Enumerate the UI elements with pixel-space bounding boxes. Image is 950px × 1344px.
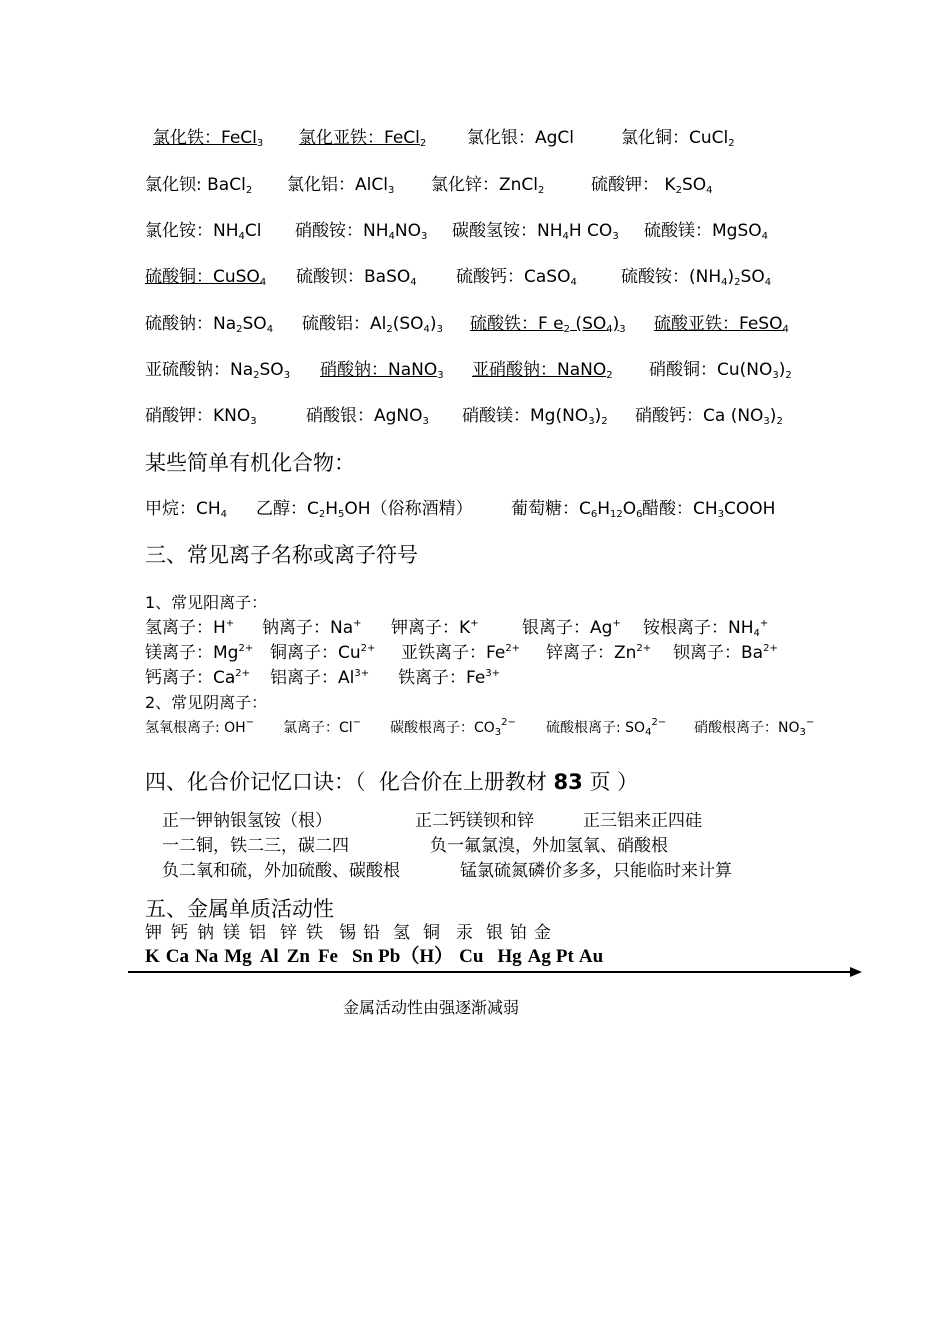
compound-row-6 xyxy=(145,359,792,381)
compound xyxy=(649,359,792,381)
compound-row-2 xyxy=(145,174,712,196)
compound xyxy=(153,127,299,149)
metal-symbol: Mg xyxy=(224,946,252,967)
compound xyxy=(295,220,452,242)
formula-text: 硝酸钾：$KNO_3$ xyxy=(145,406,257,427)
metal-name: 钾 xyxy=(145,923,162,943)
cation xyxy=(398,667,500,689)
formula-text: 硝酸铵：$NH_4NO_3$ xyxy=(295,221,428,242)
formula-text: 硝酸铜：$Cu(NO_3)_2$ xyxy=(649,360,792,381)
compound-row-3 xyxy=(145,220,768,242)
cation xyxy=(270,667,398,689)
formula-text: 锌离子：$Zn^{2+}$ xyxy=(546,643,652,663)
compound xyxy=(462,405,635,427)
compound xyxy=(145,266,296,288)
formula-text: 硝酸镁：$Mg(NO_3)_2$ xyxy=(462,406,608,427)
formula-text: 氯化锌：ZnCl$_2$ xyxy=(431,175,545,196)
formula-text: 硝酸钙：Ca $(NO_3)_2$ xyxy=(635,406,783,427)
compound xyxy=(306,405,462,427)
formula-text: 硫酸钡：BaSO$_4$ xyxy=(296,267,417,288)
formula-text: 硫酸铁：F $e_2$ $(SO_4)_3$ xyxy=(470,314,626,335)
metal-symbol: Ca xyxy=(165,946,190,967)
formula-text: 硝酸根离子：$NO_3^-$ xyxy=(694,717,815,738)
metal-name: 钠 xyxy=(197,923,214,943)
compound xyxy=(472,359,649,381)
compound xyxy=(145,405,306,427)
anion xyxy=(390,718,546,738)
metal-symbol: Cu xyxy=(459,946,484,967)
cation xyxy=(522,617,643,639)
metal-symbol: Au xyxy=(578,946,604,967)
cation xyxy=(270,642,401,664)
formula-text: 亚硝酸钠：NaNO$_2$ xyxy=(472,360,613,381)
compound xyxy=(145,313,302,335)
mnemonic-phrase: 正三铝来正四硅 xyxy=(583,811,702,831)
formula-text: 氯离子：Cl− xyxy=(283,717,362,736)
compound xyxy=(644,220,768,242)
compound xyxy=(456,266,621,288)
formula-text: 铁离子：$Fe^{3+}$ xyxy=(398,668,501,688)
metal-name: 铅 xyxy=(363,923,380,943)
metal-symbol: Na xyxy=(195,946,219,967)
cation xyxy=(145,667,270,689)
formula-text: 氯化铁：FeCl$_3$ xyxy=(153,128,264,149)
metal-name: 铁 xyxy=(306,923,323,943)
compound xyxy=(145,174,287,196)
compound xyxy=(302,313,470,335)
formula-text: 硫酸根离子: $SO_4^{2-}$ xyxy=(546,717,667,738)
arrow-caption: 金属活动性由强逐渐减弱 xyxy=(343,998,520,1017)
compound xyxy=(621,127,735,149)
section-4-title-text: 四、化合价记忆口诀：（ 化合价在上册教材 xyxy=(145,770,554,794)
section-3-title: 三、常见离子名称或离子符号 xyxy=(145,543,418,567)
section-5-title: 五、金属单质活动性 xyxy=(145,897,334,921)
metal-name: 锡 xyxy=(339,923,356,943)
cation-row-2 xyxy=(145,642,778,664)
compound-row-5 xyxy=(145,313,789,335)
metal-symbol: Fe xyxy=(317,946,338,967)
mnemonic-row-3 xyxy=(162,860,732,882)
cation-heading: 1、常见阳离子： xyxy=(145,593,268,612)
formula-text: 硝酸钠：NaNO$_3$ xyxy=(320,360,444,381)
organic-compound xyxy=(511,498,642,520)
formula-text: 氯化钡: BaCl$_2$ xyxy=(145,175,253,196)
formula-text: 氯化铵：$NH_4Cl$ xyxy=(145,221,262,242)
formula-text: 钙离子：$Ca^{2+}$ xyxy=(145,668,251,688)
formula-text: 硫酸钙：CaSO$_4$ xyxy=(456,267,577,288)
anion xyxy=(145,718,283,738)
compound xyxy=(470,313,654,335)
compound xyxy=(320,359,472,381)
page-number: 83 xyxy=(553,770,583,794)
mnemonic-phrase: 锰氯硫氮磷价多多，只能临时来计算 xyxy=(460,861,732,881)
metal-symbol: （H） xyxy=(400,946,454,967)
cation xyxy=(145,617,262,639)
formula-text: 铵根离子：$NH_4^+$ xyxy=(643,618,769,639)
cation xyxy=(643,617,768,639)
anion xyxy=(546,718,694,738)
mnemonic-phrase: 正一钾钠银氢铵（根） xyxy=(162,811,332,831)
compound xyxy=(299,127,467,149)
compound xyxy=(431,174,591,196)
mnemonic-phrase: 负一氟氯溴，外加氢氧、硝酸根 xyxy=(430,836,668,856)
formula-text: 镁离子：$Mg^{2+}$ xyxy=(145,643,254,663)
formula-text: 氯化铜：CuCl$_2$ xyxy=(621,128,735,149)
cation xyxy=(673,642,778,664)
compound-row-4 xyxy=(145,266,771,288)
metal-symbol: Sn xyxy=(351,946,374,967)
formula-text: 硝酸银：AgNO$_3$ xyxy=(306,406,429,427)
metal-name: 镁 xyxy=(223,923,240,943)
mnemonic-row-2 xyxy=(162,835,668,857)
section-4-title xyxy=(145,768,638,796)
formula-text: 硫酸镁：MgSO$_4$ xyxy=(644,221,769,242)
metal-symbol: Al xyxy=(259,946,279,967)
section-4-title-tail: 页 ） xyxy=(582,770,639,794)
formula-text: 铜离子：$Cu^{2+}$ xyxy=(270,643,376,663)
metal-name: 汞 xyxy=(456,923,473,943)
formula-text: 氯化银：AgCl xyxy=(467,128,575,148)
metal-symbol: Hg xyxy=(497,946,522,967)
formula-text: 葡萄糖：$C_6H_{12}O_6$ xyxy=(511,499,643,520)
anion-row xyxy=(145,718,814,738)
formula-text: 钾离子：K+ xyxy=(391,618,479,638)
formula-text: 硫酸铝：$Al_2(SO_4)_3$ xyxy=(302,314,443,335)
formula-text: 银离子：Ag+ xyxy=(522,618,621,638)
cation xyxy=(546,642,673,664)
metal-symbol: Ag xyxy=(527,946,551,967)
formula-text: 氯化亚铁：FeCl$_2$ xyxy=(299,128,427,149)
mnemonic-phrase: 正二钙镁钡和锌 xyxy=(415,811,534,831)
formula-text: 铝离子：$Al^{3+}$ xyxy=(270,668,370,688)
metal-name: 锌 xyxy=(280,923,297,943)
compound xyxy=(635,405,783,427)
formula-text: 甲烷：$CH_4$ xyxy=(145,499,228,520)
formula-text: 氯化铝：AlCl$_3$ xyxy=(287,175,395,196)
organic-row xyxy=(145,498,775,520)
mnemonic-phrase: 一二铜，铁二三，碳二四 xyxy=(162,836,349,856)
metal-name: 银 xyxy=(486,923,503,943)
cation xyxy=(145,642,270,664)
formula-text: 亚硫酸钠：$Na_2SO_3$ xyxy=(145,360,291,381)
metal-name: 铜 xyxy=(423,923,440,943)
compound xyxy=(145,220,295,242)
compound xyxy=(145,359,320,381)
formula-text: 氢氧根离子: OH− xyxy=(145,717,255,736)
cation xyxy=(391,617,522,639)
formula-text: 硫酸钾： $K_2SO_4$ xyxy=(591,175,713,196)
cation xyxy=(401,642,546,664)
compound xyxy=(621,266,771,288)
metal-name: 金 xyxy=(534,923,551,943)
metal-symbol: K xyxy=(145,946,160,967)
organic-compound xyxy=(256,498,511,520)
arrow-head xyxy=(850,967,862,977)
compound xyxy=(296,266,456,288)
anion-heading: 2、常见阴离子： xyxy=(145,693,268,712)
compound xyxy=(654,313,789,335)
cation-row-3 xyxy=(145,667,500,689)
compound-row-1 xyxy=(153,127,735,149)
metal-name: 氢 xyxy=(393,923,410,943)
formula-text: 碳酸氢铵：$NH_4H$ $CO_3$ xyxy=(452,221,619,242)
anion xyxy=(694,718,814,738)
organic-compound xyxy=(642,498,775,520)
formula-text: 亚铁离子：$Fe^{2+}$ xyxy=(401,643,521,663)
formula-text: 醋酸：$CH_3COOH$ xyxy=(642,499,776,520)
organic-compound xyxy=(145,498,256,520)
formula-text: 碳酸根离子：$CO_3^{2-}$ xyxy=(390,717,516,738)
compound xyxy=(287,174,431,196)
activity-arrow xyxy=(128,962,864,982)
formula-text: 钡离子：$Ba^{2+}$ xyxy=(673,643,778,663)
anion xyxy=(283,718,390,738)
compound-row-7 xyxy=(145,405,783,427)
formula-text: 硫酸钠：$Na_2SO_4$ xyxy=(145,314,274,335)
metal-name: 铂 xyxy=(510,923,527,943)
mnemonic-phrase: 负二氧和硫，外加硫酸、碳酸根 xyxy=(162,861,400,881)
compound xyxy=(452,220,644,242)
formula-text: 氢离子：H+ xyxy=(145,618,235,638)
cation-row-1 xyxy=(145,617,768,639)
formula-text: 硫酸亚铁：FeSO$_4$ xyxy=(654,314,789,335)
formula-text: 硫酸铵：$(NH_4)_2SO_4$ xyxy=(621,267,772,288)
metal-symbol: Pt xyxy=(555,946,574,967)
compound xyxy=(591,174,712,196)
metal-symbol: Pb xyxy=(378,946,401,967)
organic-heading: 某些简单有机化合物： xyxy=(145,451,355,475)
metal-symbol: Zn xyxy=(286,946,310,967)
metal-name: 钙 xyxy=(171,923,188,943)
compound xyxy=(467,127,621,149)
metal-names-row xyxy=(145,922,551,944)
formula-text: 硫酸铜：CuSO$_4$ xyxy=(145,267,267,288)
formula-text: 钠离子：Na+ xyxy=(262,618,362,638)
metal-name: 铝 xyxy=(249,923,266,943)
cation xyxy=(262,617,391,639)
formula-text: 乙醇：$C_2H_5OH$（俗称酒精） xyxy=(256,499,473,520)
mnemonic-row-1 xyxy=(162,810,702,832)
